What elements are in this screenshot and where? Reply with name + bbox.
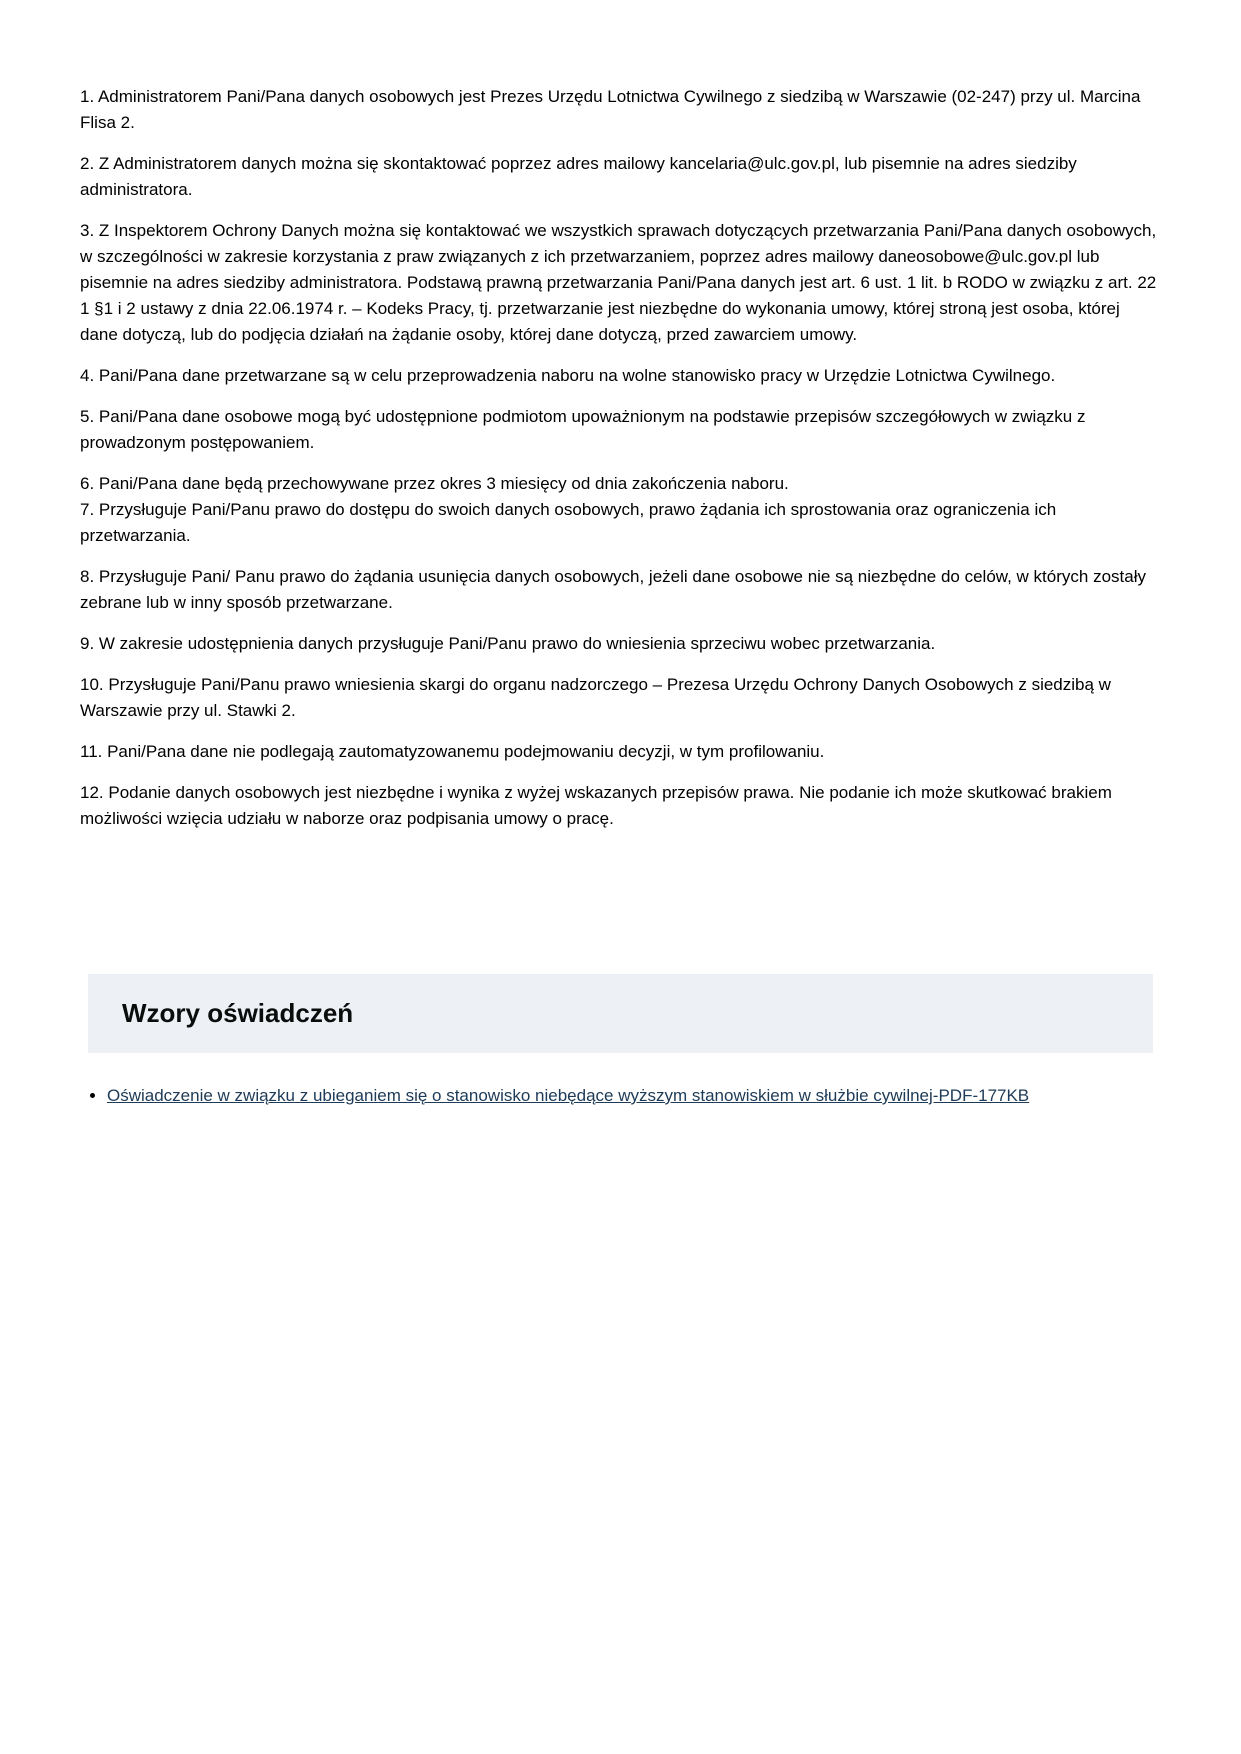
privacy-paragraph-10: 10. Przysługuje Pani/Panu prawo wniesienia skargi do organu nadzorczego – Prezesa Urzędu Ochrony Danych Osobowych z siedzibą w Warszawie przy ul. Stawki 2. [80,675,1111,720]
privacy-paragraph-4: 4. Pani/Pana dane przetwarzane są w celu przeprowadzenia naboru na wolne stanowisko pracy w Urzędzie Lotnictwa Cywilnego. [80,366,1056,385]
privacy-paragraph-2: 2. Z Administratorem danych można się skontaktować poprzez adres mailowy kancelaria@ulc.gov.pl, lub pisemnie na adres siedziby administratora. [80,154,1077,199]
privacy-paragraph-12: 12. Podanie danych osobowych jest niezbędne i wynika z wyżej wskazanych przepisów prawa. Nie podanie ich może skutkować brakiem możliwości wzięcia udziału w naborze oraz podpisania umowy o pracę. [80,783,1112,828]
privacy-paragraph-11: 11. Pani/Pana dane nie podlegają zautomatyzowanemu podejmowaniu decyzji, w tym profilowaniu. [80,742,825,761]
attachment-item [107,1083,1161,1109]
privacy-paragraph-3: 3. Z Inspektorem Ochrony Danych można się kontaktować we wszystkich sprawach dotyczących przetwarzania Pani/Pana danych osobowych, w szczególności w zakresie korzystania z praw związanych z ich przetwarzaniem, poprzez adres mailowy daneosobowe@ulc.gov.pl lub pisemnie na adres siedziby administratora. Podstawą prawną przetwarzania Pani/Pana danych jest art. 6 ust. 1 lit. b RODO w związku z art. 22 1 §1 i 2 ustawy z dnia 22.06.1974 r. – Kodeks Pracy, tj. przetwarzanie jest niezbędne do wykonania umowy, której stroną jest osoba, której dane dotyczą, lub do podjęcia działań na żądanie osoby, której dane dotyczą, przed zawarciem umowy. [80,221,1157,344]
attachments-list [80,1083,1161,1109]
privacy-paragraph-8: 8. Przysługuje Pani/ Panu prawo do żądania usunięcia danych osobowych, jeżeli dane osobowe nie są niezbędne do celów, w których zostały zebrane lub w inny sposób przetwarzane. [80,567,1146,612]
privacy-paragraph-7: 7. Przysługuje Pani/Panu prawo do dostępu do swoich danych osobowych, prawo żądania ich sprostowania oraz ograniczenia ich przetwarzania. [80,500,1057,545]
privacy-notice [80,84,1161,832]
privacy-paragraph-1: 1. Administratorem Pani/Pana danych osobowych jest Prezes Urzędu Lotnictwa Cywilnego z siedzibą w Warszawie (02-247) przy ul. Marcina Flisa 2. [80,87,1141,132]
privacy-paragraph-6: 6. Pani/Pana dane będą przechowywane przez okres 3 miesięcy od dnia zakończenia naboru. [80,474,789,493]
privacy-paragraph-9: 9. W zakresie udostępnienia danych przysługuje Pani/Panu prawo do wniesienia sprzeciwu wobec przetwarzania. [80,634,936,653]
section-wzory-oswiadczen [88,974,1153,1053]
privacy-paragraph-5: 5. Pani/Pana dane osobowe mogą być udostępnione podmiotom upoważnionym na podstawie przepisów szczegółowych w związku z prowadzonym postępowaniem. [80,407,1086,452]
attachment-link-pdf[interactable]: Oświadczenie w związku z ubieganiem się o stanowisko niebędące wyższym stanowiskiem w służbie cywilnej-PDF-177KB [107,1086,1030,1105]
section-heading: Wzory oświadczeń [122,998,354,1028]
